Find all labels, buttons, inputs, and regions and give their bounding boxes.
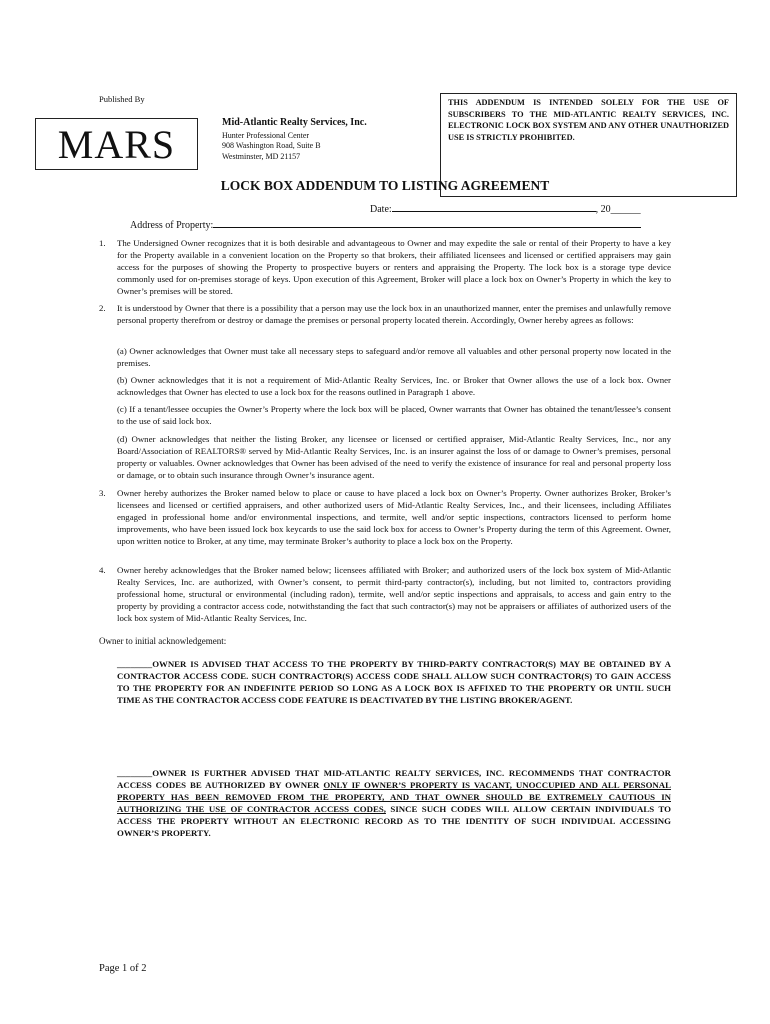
address-blank[interactable] [213, 218, 641, 228]
paragraph-1 [99, 237, 671, 297]
date-year-suffix: , 20______ [595, 204, 641, 215]
acknowledgement-2-text-b: SINCE SUCH CODES WILL ALLOW CERTAIN INDIVIDUALS TO ACCESS THE PROPERTY WITHOUT AN ELECTRONIC RECORD AS TO THE IDENTITY OF SUCH INDIVIDUAL ACCESSING OWNER’S PROPERTY. [117, 804, 671, 838]
paragraph-2b [99, 374, 671, 398]
address-line-1: Hunter Professional Center [222, 130, 310, 140]
paragraph-2-text: It is understood by Owner that there is a possibility that a person may use the lock box in an unauthorized manner, enter the premises and unlawfully remove personal property therefrom or destroy or damage the premises or personal property located therein. Accordingly, Owner hereby agrees as follows: [117, 303, 671, 325]
paragraph-2d [99, 433, 671, 481]
paragraph-2d-text: (d) Owner acknowledges that neither the listing Broker, any licensee or licensed or certified appraiser, Mid-Atlantic Realty Services, Inc., nor any Board/Association of REALTORS® served by Mid-Atlantic Realty Services, Inc. is an insurer against the loss of or damage to Owner’s premises, personal property or valuables. Owner acknowledges that Owner has been advised of the need to verify the existence of insurance for real and personal property loss or damage, or to obtain such insurance through Owner’s insurance agent. [117, 434, 671, 480]
address-line-3: Westminster, MD 21157 [222, 151, 301, 161]
date-label: Date: [370, 204, 392, 215]
paragraph-2c-text: (c) If a tenant/lessee occupies the Owner’s Property where the lock box will be placed, Owner warrants that Owner has obtained the tenant/lessee’s consent to the use of said lock box. [117, 404, 671, 426]
paragraph-3 [99, 487, 671, 547]
paragraph-1-text: The Undersigned Owner recognizes that it is both desirable and advantageous to Owner and may expedite the sale or rental of their Property to have a key for the Property available in a convenient location on the Property so that brokers, their affiliated licensees and licensed or certified appraisers may gain access for the purposes of showing the Property to prospective buyers or renters and appraising the Property. The lock box is a storage type device commonly used for on-premises storage of keys. Upon execution of this Agreement, Broker will place a lock box on Owner’s Property in which the key to Owner’s premises will be stored. [117, 238, 671, 296]
acknowledgement-2-underlined: ONLY IF OWNER’S PROPERTY IS VACANT, UNOCCUPIED AND ALL PERSONAL PROPERTY HAS BEEN REMOVED FROM THE PROPERTY, AND THAT OWNER SHOULD BE EXTREMELY CAUTIOUS IN AUTHORIZING THE USE OF CONTRACTOR ACCESS CODES, [117, 780, 671, 814]
paragraph-3-number: 3. [99, 488, 106, 498]
mars-logo [35, 118, 198, 170]
company-name: Mid-Atlantic Realty Services, Inc. [222, 117, 367, 128]
logo-text: MARS [57, 121, 176, 167]
page-number: Page 1 of 2 [99, 963, 147, 974]
paragraph-2b-text: (b) Owner acknowledges that it is not a requirement of Mid-Atlantic Realty Services, Inc. or Broker that Owner allows the use of a lock box. Owner acknowledges that Owner has elected to use a lock box for the reasons outlined in Paragraph 1 above. [117, 375, 671, 397]
paragraph-2a [99, 345, 671, 369]
date-blank[interactable] [392, 202, 596, 212]
property-address-field[interactable] [130, 218, 641, 231]
paragraph-4-number: 4. [99, 565, 106, 575]
usage-notice-box: THIS ADDENDUM IS INTENDED SOLELY FOR THE USE OF SUBSCRIBERS TO THE MID-ATLANTIC REALTY SERVICES, INC. ELECTRONIC LOCK BOX SYSTEM AND ANY OTHER UNAUTHORIZED USE IS STRICTLY PROHIBITED. [440, 93, 737, 197]
company-info [222, 117, 367, 162]
initial-acknowledgement-label: Owner to initial acknowledgement: [99, 636, 227, 646]
address-label: Address of Property: [130, 220, 214, 231]
paragraph-1-number: 1. [99, 238, 106, 248]
paragraph-4-text: Owner hereby acknowledges that the Broker named below; licensees affiliated with Broker; and authorized users of the lock box system of Mid-Atlantic Realty Services, Inc. are authorized, with Owner’s consent, to permit third-party contractor(s), including, but not limited to, contractors providing professional home, structural or environmental (including radon), termite, well and/or septic inspections and appraisals, to access and gain entry to the property by providing a contractor access code, notwithstanding the fact that such contractor(s) may not be appraisers or affiliates of authorized users of the lock box system of Mid-Atlantic Realty Services, Inc. [117, 565, 671, 623]
published-by-label: Published By [99, 94, 145, 104]
address-line-2: 908 Washington Road, Suite B [222, 141, 321, 150]
acknowledgement-2[interactable] [117, 767, 671, 839]
date-field[interactable] [370, 202, 641, 215]
paragraph-2-number: 2. [99, 303, 106, 313]
acknowledgement-1[interactable]: ________OWNER IS ADVISED THAT ACCESS TO THE PROPERTY BY THIRD-PARTY CONTRACTOR(S) MAY BE OBTAINED BY A CONTRACTOR ACCESS CODE. SUCH CONTRACTOR(S) ACCESS CODE SHALL ALLOW SUCH CONTRACTOR(S) TO GAIN ACCESS TO THE PROPERTY FOR AN INDEFINITE PERIOD SO LONG AS A LOCK BOX IS AFFIXED TO THE PROPERTY OR UNTIL SUCH TIME AS THE CONTRACTOR ACCESS CODE FEATURE IS DEACTIVATED BY THE LISTING BROKER/AGENT. [117, 659, 671, 705]
paragraph-2 [99, 302, 671, 326]
paragraph-2a-text: (a) Owner acknowledges that Owner must take all necessary steps to safeguard and/or remove all valuables and other personal property now located in the premises. [117, 346, 671, 368]
paragraph-4 [99, 564, 671, 624]
paragraph-3-text: Owner hereby authorizes the Broker named below to place or cause to have placed a lock box on Owner’s Property. Owner authorizes Broker, Broker’s licensees and licensed or certified appraisers, and other authorized users of Mid-Atlantic Realty Services, Inc., and their licensees, including Affiliates engaged in professional home and/or environmental inspections, and termite, well and/or septic inspections, contractors licensed to perform home improvements, who have been issued lock box keycards to use the said lock box for access to Owner’s Property during the term of this Agreement. Owner, upon written notice to Broker, at any time, may terminate Broker’s authority to place a lock box on the Property. [117, 488, 671, 546]
acknowledgement-2-text-a: ________OWNER IS FURTHER ADVISED THAT MID-ATLANTIC REALTY SERVICES, INC. RECOMMENDS THAT CONTRACTOR ACCESS CODES BE AUTHORIZED BY OWNER [117, 768, 671, 790]
paragraph-2c [99, 403, 671, 427]
document-title: LOCK BOX ADDENDUM TO LISTING AGREEMENT [220, 178, 550, 193]
